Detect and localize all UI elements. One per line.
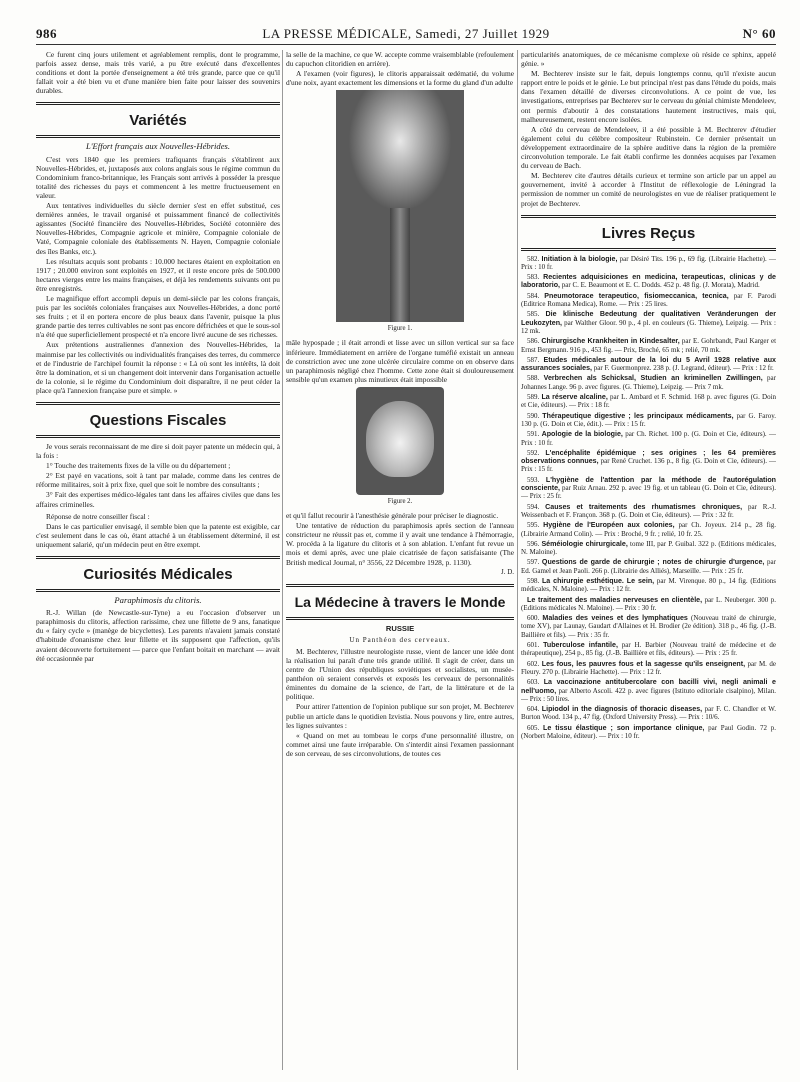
- book-title: Verbrechen als Schicksal, Studien an kriminellen Zwillingen,: [543, 374, 763, 383]
- book-title: Maladies des veines et des lymphatiques: [542, 614, 688, 623]
- book-title: Initiation à la biologie,: [541, 254, 618, 263]
- book-entry: [521, 596, 776, 613]
- book-number: 589.: [527, 393, 540, 402]
- book-entry: [521, 641, 776, 658]
- paragraph: A l'examen (voir figures), le clitoris apparaissait œdématié, du volume d'une noix, ayant exactement les dimensions et la forme du gland d'un adulte: [286, 69, 514, 88]
- book-entry: [521, 476, 776, 501]
- section-title-varietes: Variétés: [36, 102, 280, 138]
- book-number: 603.: [527, 678, 540, 687]
- book-reference: par R.-J. Weissenbach et F. Françon. 368 p. (G. Doin et Cie, éditeurs). — Prix : 32 fr.: [521, 502, 776, 519]
- paragraph: 1° Touche des traitements fixes de la ville ou du département ;: [46, 461, 231, 471]
- page-header: [36, 26, 776, 45]
- book-reference: par Alberto Ascoli. 422 p. avec figures (Istituto editoriale cisalpino), Milan. — Prix : 50 lires.: [521, 686, 776, 703]
- book-title: Tuberculose infantile,: [543, 641, 618, 650]
- figure-1-photo: [336, 90, 464, 322]
- paragraph: Aux prétentions australiennes d'annexion des Nouvelles-Hébrides, la mainmise par les collectivités ou individualités françaises des terres, du commerce et de l'industrie de l'archipel fournit la réponse : « Là où sont les intérêts, là doit être la domination, et si un changement doit intervenir dans l'organisation actuelle de la colonie, si le régime du Condominium doit disparaître, il ne peut céder la place qu'à l'annexion française pure et simple. »: [36, 340, 280, 395]
- book-title: Les fous, les pauvres fous et la sagesse qu'ils enseignent,: [541, 659, 746, 668]
- book-entry: [521, 412, 776, 429]
- book-title: Etudes médicales autour de la loi du 5 Avril 1928 relative aux assurances sociales,: [521, 355, 776, 373]
- paragraph: A côté du cerveau de Mendeleev, il a été possible à M. Bechterev d'étudier également celui du célèbre compositeur Rubinstein. Ce dernier présentait un développement extraordinaire de la sphère auditive dans la région de la première circonvolution temporale. Le fait établi confirme les données acquises par l'examen du cerveau de Bach.: [521, 124, 776, 171]
- book-reference: par F. Parodi (Editrice Romana Medica), Rome. — Prix : 25 lires.: [521, 291, 776, 309]
- book-entry: [521, 577, 776, 594]
- paragraph: Une tentative de réduction du paraphimosis après section de l'anneau constricteur ne réussit pas et, comme il y avait une tendance à l'hémorragie, W. procéda à la ligature du clitoris et à son ablation. L'enfant fut revue un mois et demi après, avec une plaie cicatrisée de façon satisfaisante (The British medical Journal, n° 3556, 22 Décembre 1928, p. 1130).: [286, 521, 514, 567]
- paragraph: la selle de la machine, ce que W. accepte comme vraisemblable (refoulement du capuchon clitoridien en arrière).: [286, 50, 514, 69]
- book-list: [521, 255, 776, 741]
- book-entry: [521, 273, 776, 290]
- paragraph: 2° Est payé en vacations, soit à tant par malade, comme dans les centres de réforme militaires, soit à prix fixe, quel que soit le nombre des consultants ;: [36, 471, 280, 490]
- book-entry: [521, 678, 776, 703]
- book-entry: [521, 393, 776, 410]
- book-number: 585.: [527, 310, 540, 319]
- paragraph: M. Bechterev cite d'autres détails curieux et termine son article par un appel au gouvernement, invité à accorder à l'Institut de réflexologie de Léningrad la permission de nommer un comité de neurologistes en vue de réaliser pratiquement le projet de Bechterev.: [521, 171, 776, 208]
- book-title: Thérapeutique digestive ; les principaux médicaments,: [542, 411, 734, 420]
- book-number: 605.: [527, 723, 540, 732]
- section-subtitle: Paraphimosis du clitoris.: [114, 595, 202, 606]
- book-number: 588.: [527, 374, 540, 383]
- book-entry: [521, 310, 776, 335]
- book-entry: [521, 558, 776, 575]
- book-title: Questions de garde de chirurgie ; notes de chirurgie d'urgence,: [541, 558, 765, 567]
- book-entry: [521, 449, 776, 474]
- book-title: Le traitement des maladies nerveuses en clientèle,: [527, 595, 703, 604]
- book-reference: (Nouveau traité de chirurgie, tome XV), par Launay, Gaudart d'Allaines et H. Brodier (2e édition). 318 p., 46 fig. (J.-B. Baillière et fils). — Prix : 35 fr.: [521, 614, 776, 639]
- book-reference: par René Cruchet. 136 p., 8 fig. (G. Doin et Cie, éditeurs). — Prix : 15 fr.: [521, 457, 776, 474]
- book-number: 591.: [527, 430, 540, 439]
- book-entry: [521, 337, 776, 354]
- book-reference: par F. C. Chandler et W. Burton Wood. 134 p., 47 fig. (Oxford University Press). — Prix : 10/6.: [521, 705, 776, 722]
- book-number: 597.: [527, 558, 540, 567]
- book-title: La chirurgie esthétique. Le sein,: [541, 576, 655, 585]
- book-title: Apologie de la biologie,: [541, 430, 623, 439]
- column-right: [521, 50, 776, 1080]
- book-number: 582.: [527, 254, 540, 263]
- book-entry: [521, 430, 776, 447]
- column-divider: [517, 50, 518, 1070]
- paragraph: M. Bechterev insiste sur le fait, depuis longtemps connu, qu'il n'existe aucun rapport entre le poids et le génie. Le but principal n'est pas dans l'étude du poids, mais dans l'examen détaillé de diverses circonvolutions. A ce point de vue, les investigations, entreprises par Bechterev sur le cerveau du génial chimiste Mendeleev, ont permis d'aboutir à des constatations hautement instructives, mais qui, malheureusement, restent encore isolées.: [521, 69, 776, 124]
- book-title: La vaccinazione antitubercolare con bacilli vivi, negli animali e nell'uomo,: [521, 678, 776, 695]
- book-reference: par G. Faroy. 130 p. (G. Doin et Cie, édit.). — Prix : 15 fr.: [521, 411, 776, 428]
- column-middle: [286, 50, 514, 1080]
- book-number: 586.: [527, 337, 540, 346]
- column-divider: [282, 50, 283, 1070]
- paragraph: R.-J. Willan (de Newcastle-sur-Tyne) a eu l'occasion d'observer un paraphimosis du clitoris, affection rarissime, chez une fillette de 9 ans, fanatique du « fairy cycle » (manège de bicyclettes). Les parents n'avaient jamais constaté d'habitude d'onanisme chez leur fillette et ils supposent que l'affection, qu'ils avaient découverte fortuitement — parce que l'enfant boitait en marchant — avait été occasionnée par: [36, 608, 280, 663]
- book-title: Die klinische Bedeutung der qualitativen Veränderungen der Leukozyten,: [521, 310, 776, 327]
- book-number: 583.: [527, 273, 540, 282]
- book-reference: par M. Virenque. 80 p., 14 fig. (Editions médicales, N. Maloine). — Prix : 12 fr.: [521, 576, 776, 594]
- book-reference: par Ruiz Arnau. 292 p. avec 19 fig. et un tableau (G. Doin et Cie, éditeurs). — Prix : 25 fr.: [521, 484, 776, 501]
- section-title-livres-recus: Livres Reçus: [521, 215, 776, 251]
- book-number: 592.: [527, 448, 540, 457]
- paragraph: Aux tentatives individuelles du siècle dernier s'est en effet substitué, ces dernières années, le travail organisé et puissamment financé de collectivités agissantes (Société financière des Nouvelles-Hébrides, Société cotonnière des Nouvelles-Hébrides, Compagnie agricole et minière, Compagnie coloniale de Vaté, Compagnie coloniale des établissements N. Hayen, Compagnie coloniale des îles Banks, etc.).: [36, 201, 280, 256]
- paragraph: Réponse de notre conseiller fiscal :: [46, 511, 150, 521]
- book-reference: par Walther Gloor. 90 p., 4 pl. en couleurs (G. Thieme), Leipzig. — Prix : 12 mk.: [521, 318, 776, 335]
- book-title: L'encéphalite épidémique ; ses origines ; les 64 premières observations connues,: [521, 448, 776, 466]
- book-reference: par F. Guermonprez. 238 p. (J. Legrand, éditeur). — Prix : 12 fr.: [593, 364, 774, 373]
- figure-caption: Figure 2.: [387, 497, 413, 505]
- paragraph: Dans le cas particulier envisagé, il semble bien que la patente est exigible, car c'est seulement dans le cas où, étant attaché à un établissement déterminé, il est uniquement salarié, qu'un médecin peut en être exempt.: [36, 521, 280, 549]
- book-reference: par Ch. Joyeux. 214 p., 28 fig. (Librairie Armand Colin). — Prix : Broché, 9 fr. ; relié, 10 fr. 25.: [521, 521, 776, 538]
- book-title: Le tissu élastique ; son importance clinique,: [543, 723, 705, 732]
- article-subtitle: Un Panthéon des cerveaux.: [349, 635, 451, 644]
- book-number: 595.: [527, 521, 540, 530]
- book-reference: tome III, par P. Guibal. 322 p. (Editions médicales, N. Maloine).: [521, 539, 776, 557]
- book-reference: par H. Barbier (Nouveau traité de médecine et de thérapeutique), 254 p., 85 fig. (J.-B. Baillière et fils, éditeurs). — Prix : 25 fr.: [521, 641, 776, 658]
- figure-detail: [366, 401, 434, 477]
- book-reference: par Paul Godin. 72 p. (Norbert Maloine, éditeur). — Prix : 10 fr.: [521, 723, 776, 741]
- paragraph: Pour attirer l'attention de l'opinion publique sur son projet, M. Bechterev publie un article dans le quotidien Izvistia. Nous pouvons y lire, entre autres, les lignes suivantes :: [286, 702, 514, 730]
- book-number: 594.: [527, 502, 540, 511]
- section-title-medecine-monde: La Médecine à travers le Monde: [286, 584, 514, 620]
- paragraph: Le magnifique effort accompli depuis un demi-siècle par les colons français, puis par les sociétés coloniales françaises aux Nouvelles-Hébrides, a donc porté ses fruits ; et il en portera encore de plus beaux dans l'avenir, puisque la plus grande partie des terres cultivables ne sont pas encore défrichées et que le sous-sol n'a été que superficiellement prospecté et n'a encore livré aucune de ses richesses.: [36, 293, 280, 340]
- section-title-curiosites: Curiosités Médicales: [36, 556, 280, 592]
- book-reference: par Ch. Richet. 100 p. (G. Doin et Cie, éditeurs). — Prix : 10 fr.: [521, 430, 776, 447]
- book-number: 601.: [527, 641, 540, 650]
- paragraph: « Quand on met au tombeau le corps d'une personnalité illustre, on commet ainsi une faute irréparable. On s'interdit ainsi l'examen passionnant de son cerveau, de ses circonvolutions, de toutes ces: [286, 730, 514, 758]
- paragraph: et qu'il fallut recourir à l'anesthésie générale pour préciser le diagnostic.: [286, 511, 499, 521]
- book-number: 600.: [527, 614, 540, 623]
- book-reference: par C. E. Beaumont et E. C. Dodds. 452 p. 48 fig. (J. Morata), Madrid.: [561, 281, 760, 290]
- paragraph: Je vous serais reconnaissant de me dire si doit payer patente un médecin qui, à la fois :: [36, 442, 280, 461]
- book-title: L'hygiène de l'attention par la méthode de l'autorégulation consciente,: [521, 475, 776, 493]
- book-reference: par M. de Fleury. 270 p. (Librairie Hachette). — Prix : 12 fr.: [521, 659, 776, 676]
- figure-detail: [390, 208, 410, 322]
- paragraph: 3° Fait des expertises médico-légales tant dans les affaires civiles que dans les affaires criminelles.: [36, 490, 280, 509]
- book-title: Séméiologie chirurgicale,: [541, 539, 628, 548]
- paragraph: particularités anatomiques, de ce mécanisme complexe où réside ce sphinx, appelé génie. »: [521, 50, 776, 69]
- book-entry: [521, 614, 776, 639]
- book-number: 590.: [527, 411, 540, 420]
- paragraph: C'est vers 1840 que les premiers trafiquants français s'établirent aux Nouvelles-Hébrides, et, juxtaposés aux colons anglais sous le régime commun du Condominium franco-britannique, les Français sont arrivés à posséder la presque totalité des richesses du pays et commencent à les mettre fructueusement en valeur.: [36, 154, 280, 200]
- book-reference: par Ed. Gamel et Jean Paoli. 266 p. (Librairie des Alliés), Marseille. — Prix : 25 fr.: [521, 558, 776, 575]
- book-number: 593.: [527, 475, 540, 484]
- book-title: Hygiène de l'Européen aux colonies,: [543, 521, 675, 530]
- intro-paragraph: Ce furent cinq jours utilement et agréablement remplis, dont le programme, parfois assez dense, mais très varié, a pu être exécuté dans d'excellentes conditions et dont la portée d'enseignement a été très grande, parce que ce qu'il fallait voir a été bien vu et d'une manière bien faite pour laisser des souvenirs durables.: [36, 50, 280, 96]
- book-entry: [521, 705, 776, 722]
- book-reference: par Désiré Tits. 196 p., 69 fig. (Librairie Hachette). — Prix : 10 fr.: [521, 254, 776, 271]
- figure-caption: Figure 1.: [387, 325, 413, 333]
- column-left: [36, 50, 280, 1080]
- book-entry: [521, 503, 776, 520]
- book-entry: [521, 356, 776, 373]
- book-entry: [521, 374, 776, 391]
- paragraph: M. Bechterev, l'illustre neurologiste russe, vient de lancer une idée dont la réalisation lui paraît d'une très grande utilité. Il s'agit de créer, dans un centre de l'Union des républiques soviétiques et socialistes, un musée-panthéon où seraient conservés et exposés les cerveaux de personnalités éminentes du domaine de la science, de l'art, de la littérature et de la politique.: [286, 646, 514, 702]
- book-entry: [521, 540, 776, 557]
- book-number: 587.: [527, 355, 540, 364]
- book-reference: par L. Neuberger. 300 p. (Editions médicales N. Maloine). — Prix : 30 fr.: [521, 595, 776, 612]
- book-entry: [521, 255, 776, 272]
- book-title: La réserve alcaline,: [541, 393, 608, 402]
- book-title: Chirurgische Krankheiten in Kindesalter,: [541, 337, 680, 346]
- book-entry: [521, 724, 776, 741]
- figure-2-photo: [356, 387, 444, 495]
- book-entry: [521, 292, 776, 309]
- book-number: 598.: [527, 576, 540, 585]
- journal-title: LA PRESSE MÉDICALE, Samedi, 27 Juillet 1929: [262, 26, 550, 41]
- section-title-questions-fiscales: Questions Fiscales: [36, 402, 280, 438]
- paragraph: mâle hypospade ; il était arrondi et lisse avec un sillon vertical sur sa face inférieure. Immédiatement en arrière de l'organe tuméfié existait un anneau de constriction avec une zone ulcérée circulaire comme on en observe dans un paraphimosis négligé chez l'homme. Cette zone était si douloureusement sensible qu'un examen plus minutieux était impossible: [286, 338, 514, 384]
- book-title: Recientes adquisiciones en medicina, terapeuticas, clinicas y de laboratorio,: [521, 273, 776, 290]
- book-entry: [521, 521, 776, 538]
- book-number: 584.: [527, 291, 540, 300]
- country-heading: RUSSIE: [385, 623, 415, 633]
- paragraph: Les résultats acquis sont probants : 10.000 hectares étaient en exploitation en 1917 ; 20.000 environ sont exploités en 1927, et il reste encore près de 500.000 hectares vierges entre les mains françaises, et déjà les rendements suivants ont pu être enregistrés.: [36, 256, 280, 293]
- issue-number: N° 60: [742, 26, 776, 41]
- signature: J. D.: [500, 567, 514, 576]
- page-number: 986: [36, 26, 57, 41]
- book-title: Causes et traitements des rhumatismes chroniques,: [545, 502, 743, 511]
- book-reference: par L. Ambard et F. Schmid. 168 p. avec figures (G. Doin et Cie, éditeurs). — Prix : 18 fr.: [521, 393, 776, 410]
- book-number: 604.: [527, 705, 540, 714]
- book-title: Lipiodol in the diagnosis of thoracic diseases,: [541, 705, 703, 714]
- book-number: 596.: [527, 539, 540, 548]
- book-reference: par E. Gohrbandt, Paul Karger et Ernst Bergmann. 916 p., 453 fig. — Prix, Broché, 65 mk ; relié, 70 mk.: [521, 337, 776, 354]
- book-title: Pneumotorace terapeutico, fisiomeccanica, tecnica,: [544, 291, 729, 300]
- book-entry: [521, 660, 776, 677]
- book-number: 602.: [527, 659, 540, 668]
- book-reference: par Johannes Lange. 96 p. avec figures. (G. Thieme), Leipzig. — Prix 7 mk.: [521, 374, 776, 391]
- section-subtitle: L'Effort français aux Nouvelles-Hébrides.: [85, 141, 231, 152]
